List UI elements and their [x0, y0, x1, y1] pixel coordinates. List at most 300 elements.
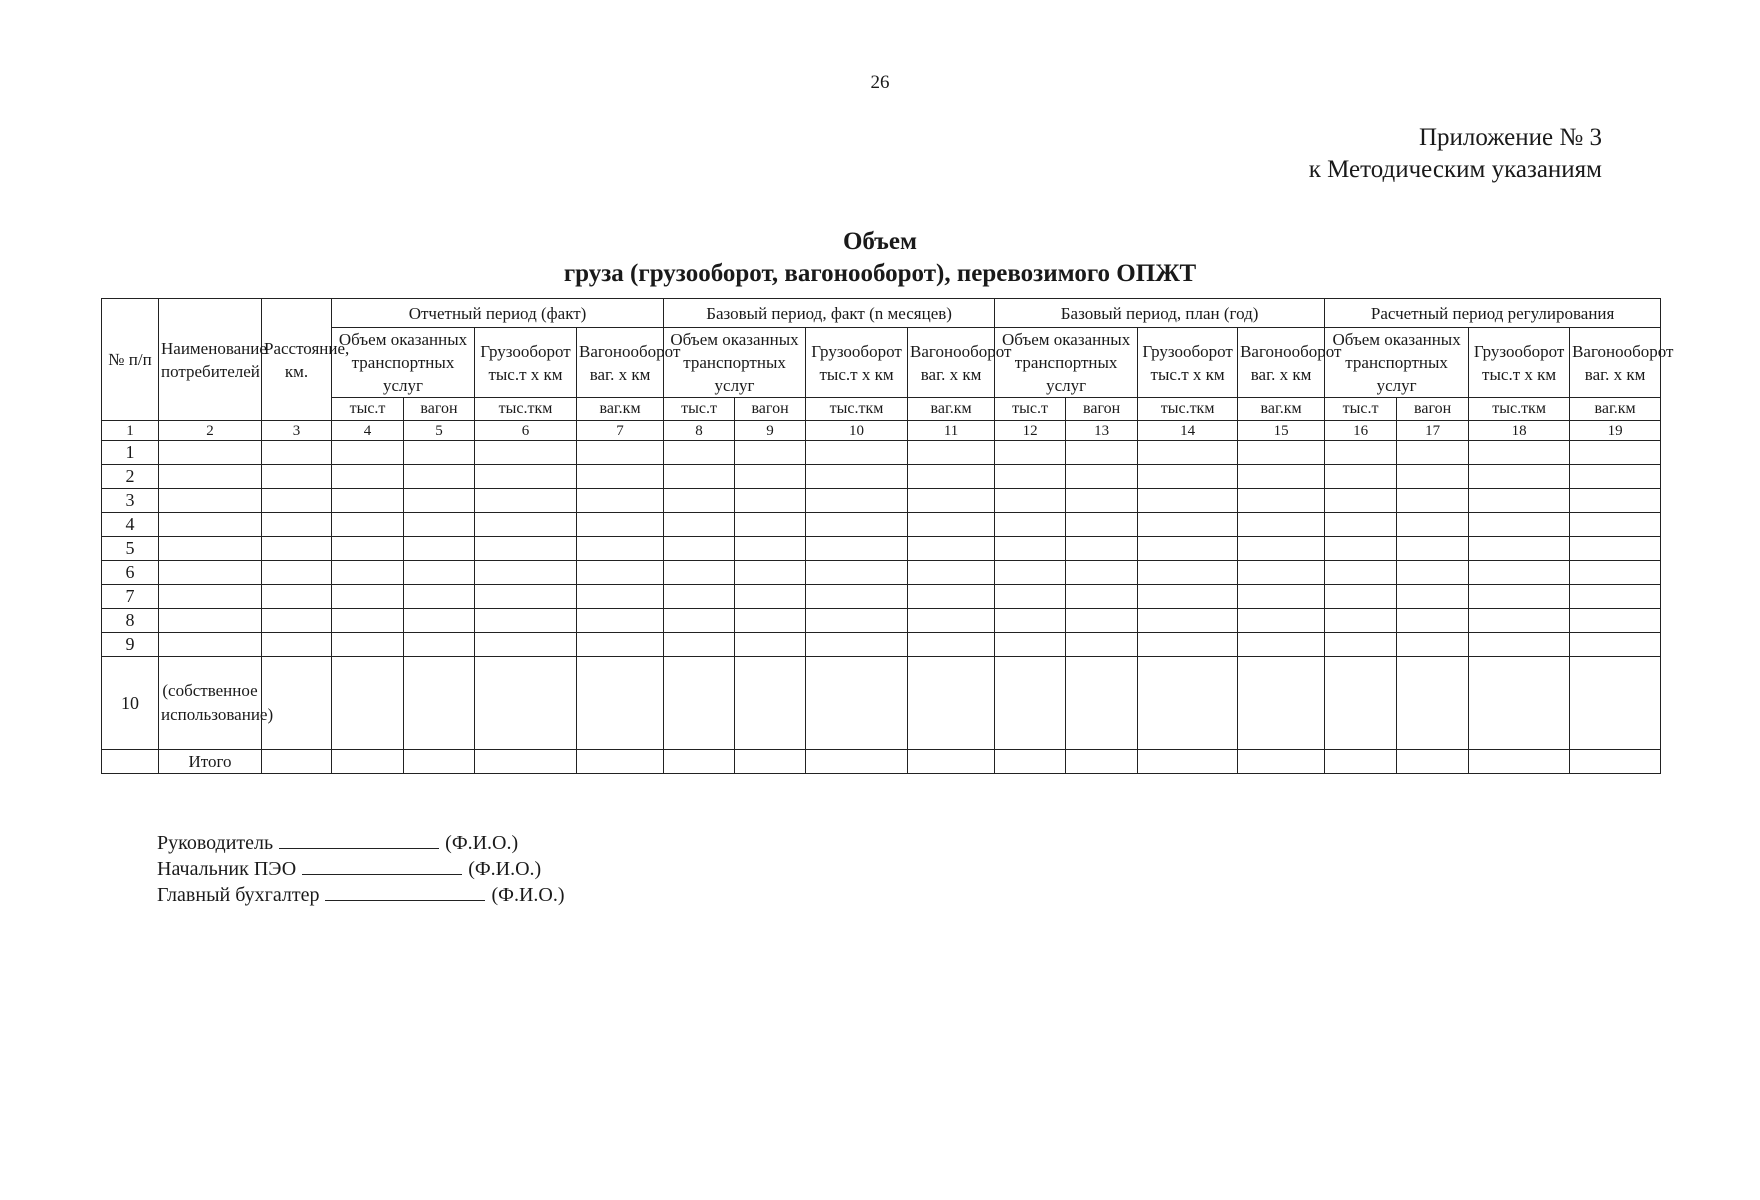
table-cell: [995, 489, 1066, 513]
header-unit: ваг.км: [908, 398, 995, 421]
table-cell: [1469, 609, 1570, 633]
table-cell: [332, 585, 404, 609]
table-cell: [908, 609, 995, 633]
header-unit: вагон: [404, 398, 475, 421]
row-name: [159, 489, 262, 513]
column-number: 17: [1397, 421, 1469, 441]
table-cell: [1066, 489, 1138, 513]
row-number: 2: [102, 465, 159, 489]
table-cell: [404, 561, 475, 585]
page-number: 26: [870, 72, 890, 93]
table-cell: [332, 657, 404, 750]
table-cell: [1570, 513, 1661, 537]
table-cell: [1397, 489, 1469, 513]
header-unit: тыс.ткм: [806, 398, 908, 421]
table-cell: [1325, 657, 1397, 750]
table-cell: [262, 513, 332, 537]
table-cell: [735, 657, 806, 750]
table-cell: [908, 750, 995, 774]
column-number: 15: [1238, 421, 1325, 441]
signature-line: [279, 830, 439, 849]
table-cell: [1469, 465, 1570, 489]
table-cell: [1238, 633, 1325, 657]
table-cell: [1469, 585, 1570, 609]
table-cell: [908, 441, 995, 465]
table-cell: [404, 609, 475, 633]
table-cell: [735, 561, 806, 585]
signature-chief-accountant: [157, 882, 565, 908]
table-cell: [577, 537, 664, 561]
header-unit: вагон: [1066, 398, 1138, 421]
table-cell: [806, 585, 908, 609]
header-name: Наименование потребителей: [159, 299, 262, 421]
signature-director: [157, 830, 565, 856]
appendix-note: [1309, 122, 1602, 186]
signature-fio: (Ф.И.О.): [445, 832, 519, 854]
table-cell: [1066, 465, 1138, 489]
signature-line: [302, 856, 462, 875]
table-cell: [1325, 585, 1397, 609]
row-number: 6: [102, 561, 159, 585]
table-cell: [262, 585, 332, 609]
row-name: [159, 441, 262, 465]
table-cell: [1066, 513, 1138, 537]
table-cell: [995, 441, 1066, 465]
table-cell: [1325, 750, 1397, 774]
table-cell: [806, 657, 908, 750]
table-cell: [475, 750, 577, 774]
table-cell: [664, 537, 735, 561]
table-cell: [1397, 513, 1469, 537]
table-cell: [1570, 633, 1661, 657]
row-name: [159, 585, 262, 609]
table-cell: [908, 633, 995, 657]
header-row-measures: [102, 328, 1661, 398]
row-name: [159, 633, 262, 657]
table-cell: [664, 750, 735, 774]
table-row: [102, 465, 1661, 489]
table-cell: [577, 585, 664, 609]
table-cell: [1138, 441, 1238, 465]
appendix-line-1: Приложение № 3: [1418, 124, 1602, 151]
table-cell: [806, 513, 908, 537]
signature-role: Главный бухгалтер: [157, 884, 320, 906]
table-cell: [1066, 657, 1138, 750]
column-number: 13: [1066, 421, 1138, 441]
column-number: 5: [404, 421, 475, 441]
table-cell: [262, 489, 332, 513]
column-number: 19: [1570, 421, 1661, 441]
table-cell: [995, 561, 1066, 585]
table-cell: [475, 465, 577, 489]
header-cargo-turnover: Грузооборот тыс.т х км: [1469, 328, 1570, 398]
table-cell: [1570, 561, 1661, 585]
table-cell: [1066, 750, 1138, 774]
table-cell: [475, 537, 577, 561]
table-cell: [1238, 657, 1325, 750]
signature-line: [325, 882, 485, 901]
table-cell: [1397, 750, 1469, 774]
header-volume: Объем оказанных транспортных услуг: [995, 328, 1138, 398]
table-cell: [1397, 441, 1469, 465]
title-line-1: Объем: [842, 228, 918, 255]
table-cell: [1570, 489, 1661, 513]
table-cell: [1325, 441, 1397, 465]
table-cell: [262, 465, 332, 489]
table-cell: [1138, 657, 1238, 750]
row-number: 9: [102, 633, 159, 657]
header-cargo-turnover: Грузооборот тыс.т х км: [1138, 328, 1238, 398]
table-cell: [908, 657, 995, 750]
table-cell: [577, 657, 664, 750]
signature-head-peo: [157, 856, 565, 882]
table-cell: [995, 513, 1066, 537]
table-cell: [995, 609, 1066, 633]
table-cell: [664, 585, 735, 609]
table-cell: [1469, 489, 1570, 513]
table-cell: [735, 633, 806, 657]
table-cell: [1238, 750, 1325, 774]
header-unit: ваг.км: [1570, 398, 1661, 421]
table-cell: [1066, 609, 1138, 633]
table-cell: [404, 585, 475, 609]
table-cell: [262, 609, 332, 633]
signature-role: Руководитель: [157, 832, 274, 854]
column-number: 16: [1325, 421, 1397, 441]
table-cell: [1397, 537, 1469, 561]
table-cell: [908, 585, 995, 609]
table-cell: [1066, 441, 1138, 465]
column-number: 12: [995, 421, 1066, 441]
row-name: [159, 513, 262, 537]
table-cell: [1469, 657, 1570, 750]
header-wagon-turnover: Вагонооборот ваг. х км: [1238, 328, 1325, 398]
table-cell: [404, 750, 475, 774]
table-cell: [1469, 537, 1570, 561]
table-cell: [1238, 585, 1325, 609]
table-cell: [664, 633, 735, 657]
table-cell: [1570, 609, 1661, 633]
header-distance: Расстояние, км.: [262, 299, 332, 421]
table-cell: [1138, 585, 1238, 609]
column-number: 1: [102, 421, 159, 441]
cargo-volume-table: [101, 298, 1674, 774]
table-cell: [806, 465, 908, 489]
row-number: [102, 750, 159, 774]
table-row: [102, 513, 1661, 537]
table-row: [102, 657, 1661, 750]
column-number: 4: [332, 421, 404, 441]
table-cell: [577, 513, 664, 537]
header-unit: вагон: [735, 398, 806, 421]
table-cell: [577, 465, 664, 489]
table-cell: [1138, 561, 1238, 585]
header-unit: тыс.т: [1325, 398, 1397, 421]
table-cell: [1397, 465, 1469, 489]
table-cell: [735, 513, 806, 537]
header-volume: Объем оказанных транспортных услуг: [664, 328, 806, 398]
table-cell: [1066, 633, 1138, 657]
header-period-3: Базовый период, план (год): [995, 299, 1325, 328]
header-unit: тыс.т: [995, 398, 1066, 421]
table-cell: [475, 489, 577, 513]
table-cell: [908, 465, 995, 489]
signatures-block: [157, 830, 565, 908]
table-cell: [806, 489, 908, 513]
header-cargo-turnover: Грузооборот тыс.т х км: [475, 328, 577, 398]
table-cell: [1325, 561, 1397, 585]
table-cell: [664, 561, 735, 585]
table-cell: [475, 513, 577, 537]
header-period-4: Расчетный период регулирования: [1325, 299, 1661, 328]
table-cell: [664, 489, 735, 513]
header-unit: тыс.ткм: [1138, 398, 1238, 421]
table-cell: [1238, 441, 1325, 465]
table-cell: [995, 585, 1066, 609]
table-cell: [995, 537, 1066, 561]
table-body: [102, 299, 1674, 774]
row-number: 4: [102, 513, 159, 537]
table-cell: [735, 465, 806, 489]
column-number: 7: [577, 421, 664, 441]
table-cell: [1238, 609, 1325, 633]
table-cell: [1469, 750, 1570, 774]
table-cell: [404, 633, 475, 657]
table-cell: [332, 489, 404, 513]
row-number: 7: [102, 585, 159, 609]
header-wagon-turnover: Вагонооборот ваг. х км: [577, 328, 664, 398]
header-unit: тыс.т: [332, 398, 404, 421]
table-cell: [664, 609, 735, 633]
table-cell: [1325, 489, 1397, 513]
table-cell: [908, 561, 995, 585]
table-cell: [1469, 513, 1570, 537]
table-cell: [577, 750, 664, 774]
table-cell: [1238, 561, 1325, 585]
column-number: 10: [806, 421, 908, 441]
row-name: [159, 537, 262, 561]
header-cargo-turnover: Грузооборот тыс.т х км: [806, 328, 908, 398]
table-cell: [806, 633, 908, 657]
table-cell: [1397, 561, 1469, 585]
table-cell: [475, 657, 577, 750]
header-no: № п/п: [102, 299, 159, 421]
table-cell: [664, 513, 735, 537]
column-number: 8: [664, 421, 735, 441]
table-cell: [262, 657, 332, 750]
row-number: 5: [102, 537, 159, 561]
header-unit: тыс.ткм: [1469, 398, 1570, 421]
table-cell: [995, 633, 1066, 657]
header-unit: ваг.км: [1238, 398, 1325, 421]
table-cell: [1570, 585, 1661, 609]
table-cell: [1238, 489, 1325, 513]
table-cell: [475, 609, 577, 633]
table-cell: [1570, 441, 1661, 465]
table-cell: [908, 489, 995, 513]
table-cell: [475, 441, 577, 465]
table-cell: [1325, 465, 1397, 489]
table-cell: [1138, 513, 1238, 537]
table-cell: [577, 441, 664, 465]
table-cell: [1469, 441, 1570, 465]
column-number: 3: [262, 421, 332, 441]
table-row: [102, 585, 1661, 609]
table-row: [102, 537, 1661, 561]
table-cell: [1238, 537, 1325, 561]
table-cell: [475, 561, 577, 585]
header-unit: вагон: [1397, 398, 1469, 421]
table-cell: [332, 513, 404, 537]
row-number: 1: [102, 441, 159, 465]
table-cell: [908, 513, 995, 537]
table-cell: [806, 537, 908, 561]
table-cell: [1238, 513, 1325, 537]
row-number: 8: [102, 609, 159, 633]
total-row: [102, 750, 1661, 774]
table-cell: [995, 750, 1066, 774]
header-volume: Объем оказанных транспортных услуг: [332, 328, 475, 398]
column-number: 11: [908, 421, 995, 441]
total-label: Итого: [159, 750, 262, 774]
table-cell: [1570, 537, 1661, 561]
table-cell: [1397, 609, 1469, 633]
table-cell: [1138, 750, 1238, 774]
table-cell: [262, 561, 332, 585]
table-cell: [577, 609, 664, 633]
signature-fio: (Ф.И.О.): [491, 884, 565, 906]
table-cell: [1138, 609, 1238, 633]
table-cell: [1325, 537, 1397, 561]
header-period-2: Базовый период, факт (n месяцев): [664, 299, 995, 328]
table-cell: [664, 465, 735, 489]
row-name: (собственное использование): [159, 657, 262, 750]
table-cell: [735, 537, 806, 561]
header-row-periods: [102, 299, 1661, 328]
table-cell: [806, 561, 908, 585]
column-number: 2: [159, 421, 262, 441]
header-wagon-turnover: Вагонооборот ваг. х км: [1570, 328, 1661, 398]
column-number: 9: [735, 421, 806, 441]
table-cell: [1138, 633, 1238, 657]
row-number: 3: [102, 489, 159, 513]
title-line-2: груза (грузооборот, вагонооборот), перевозимого ОПЖТ: [563, 260, 1197, 287]
table-cell: [664, 441, 735, 465]
table-cell: [404, 489, 475, 513]
header-volume: Объем оказанных транспортных услуг: [1325, 328, 1469, 398]
table-cell: [735, 750, 806, 774]
header-row-column-numbers: [102, 421, 1661, 441]
table-cell: [577, 633, 664, 657]
table-cell: [332, 561, 404, 585]
column-number: 18: [1469, 421, 1570, 441]
header-wagon-turnover: Вагонооборот ваг. х км: [908, 328, 995, 398]
table-cell: [1570, 657, 1661, 750]
table-cell: [1066, 585, 1138, 609]
table-cell: [1469, 561, 1570, 585]
signature-fio: (Ф.И.О.): [468, 858, 542, 880]
table-cell: [332, 609, 404, 633]
table-cell: [908, 537, 995, 561]
table-cell: [1570, 750, 1661, 774]
table-cell: [404, 657, 475, 750]
table-cell: [1138, 489, 1238, 513]
table-cell: [577, 489, 664, 513]
table-cell: [262, 441, 332, 465]
table-cell: [1570, 465, 1661, 489]
row-name: [159, 465, 262, 489]
row-name: [159, 561, 262, 585]
table-row: [102, 633, 1661, 657]
header-unit: тыс.т: [664, 398, 735, 421]
table-cell: [577, 561, 664, 585]
table-cell: [332, 537, 404, 561]
table-cell: [1397, 585, 1469, 609]
table-cell: [735, 609, 806, 633]
table-cell: [475, 585, 577, 609]
table-cell: [1066, 561, 1138, 585]
table-cell: [332, 465, 404, 489]
column-number: 6: [475, 421, 577, 441]
table-cell: [1469, 633, 1570, 657]
table-cell: [806, 441, 908, 465]
table-cell: [1397, 657, 1469, 750]
table-cell: [995, 657, 1066, 750]
table-cell: [1138, 465, 1238, 489]
table-cell: [995, 465, 1066, 489]
table-cell: [404, 537, 475, 561]
table-cell: [404, 465, 475, 489]
appendix-line-2: к Методическим указаниям: [1308, 156, 1602, 183]
table-row: [102, 489, 1661, 513]
table-cell: [1325, 633, 1397, 657]
row-number: 10: [102, 657, 159, 750]
header-unit: тыс.ткм: [475, 398, 577, 421]
table-cell: [806, 750, 908, 774]
table-cell: [1138, 537, 1238, 561]
table-cell: [475, 633, 577, 657]
table-cell: [332, 750, 404, 774]
table-cell: [332, 633, 404, 657]
table-cell: [262, 537, 332, 561]
table-cell: [404, 441, 475, 465]
row-name: [159, 609, 262, 633]
table-cell: [1325, 609, 1397, 633]
table-cell: [1238, 465, 1325, 489]
table-cell: [262, 750, 332, 774]
table-cell: [1397, 633, 1469, 657]
table-cell: [664, 657, 735, 750]
table-cell: [1325, 513, 1397, 537]
header-row-units: [102, 398, 1661, 421]
table-row: [102, 561, 1661, 585]
table-cell: [735, 489, 806, 513]
table-cell: [735, 585, 806, 609]
table-cell: [404, 513, 475, 537]
table-row: [102, 441, 1661, 465]
table-cell: [806, 609, 908, 633]
table-row: [102, 609, 1661, 633]
header-unit: ваг.км: [577, 398, 664, 421]
header-period-1: Отчетный период (факт): [332, 299, 664, 328]
document-title: [0, 226, 1760, 290]
table-cell: [1066, 537, 1138, 561]
signature-role: Начальник ПЭО: [157, 858, 297, 880]
column-number: 14: [1138, 421, 1238, 441]
table-cell: [735, 441, 806, 465]
table-cell: [332, 441, 404, 465]
table-cell: [262, 633, 332, 657]
